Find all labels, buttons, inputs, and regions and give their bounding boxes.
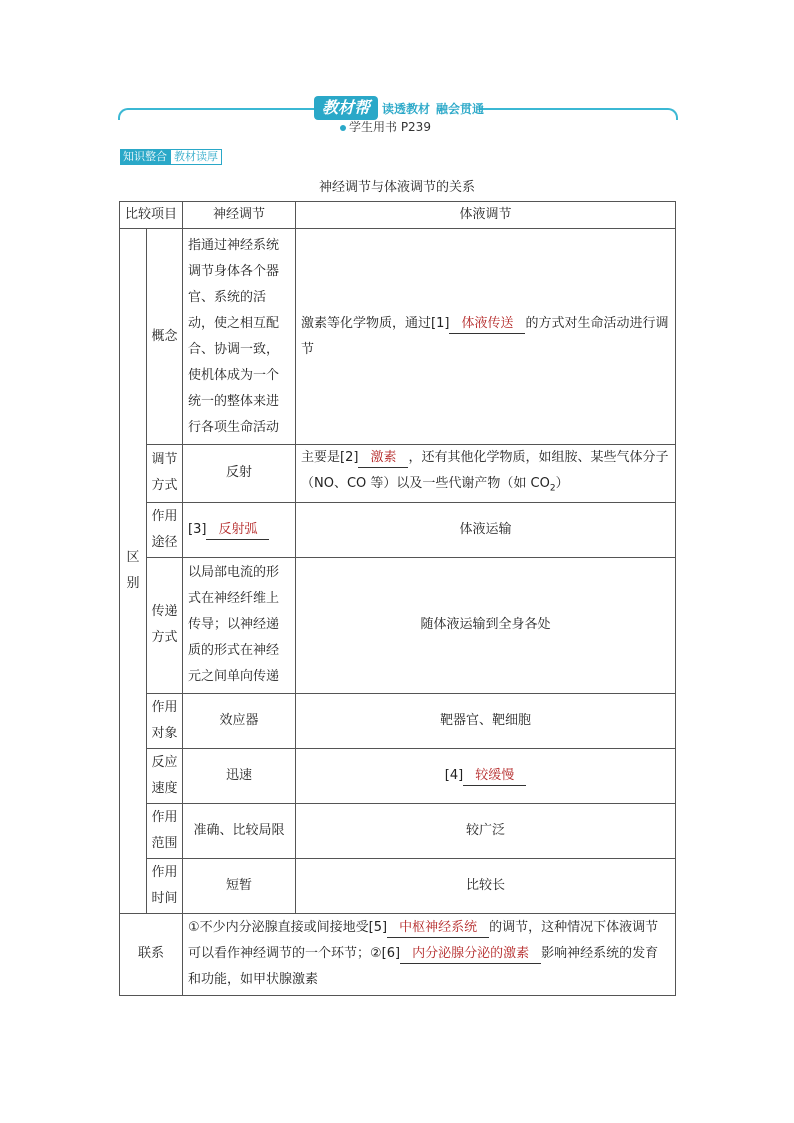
neural-cell: 短暂 (183, 858, 296, 913)
table-row (120, 858, 676, 913)
humoral-text: [4] (444, 767, 464, 783)
answer-5: 中枢神经系统 (399, 920, 478, 936)
row-item (147, 557, 183, 693)
row-item (147, 693, 183, 748)
section-banner (118, 92, 678, 134)
banner-badge: 教材帮 (314, 96, 378, 120)
row-item: 概念 (147, 229, 183, 445)
answer-1: 体液传送 (461, 315, 514, 331)
neural-cell: 迅速 (183, 748, 296, 803)
row-item-line: 途径 (151, 534, 178, 550)
answer-2: 激素 (370, 450, 397, 465)
answer-blank-6 (400, 945, 541, 964)
table-row (120, 693, 676, 748)
table-row (120, 557, 676, 693)
humoral-cell (296, 445, 676, 503)
row-item-line: 反应 (151, 754, 178, 770)
answer-blank-5 (387, 919, 489, 938)
row-item-line: 方式 (151, 478, 178, 494)
row-item-line: 传递 (151, 604, 178, 620)
row-item-line: 范围 (151, 835, 178, 851)
table-row (120, 502, 676, 557)
humoral-cell: 较广泛 (296, 803, 676, 858)
table-title: 神经调节与体液调节的关系 (318, 180, 475, 195)
table-row-relation (120, 913, 676, 995)
humoral-cell: 随体液运输到全身各处 (296, 557, 676, 693)
row-item-line: 作用 (151, 809, 178, 825)
table-row (120, 445, 676, 503)
neural-cell: 以局部电流的形式在神经纤维上传导；以神经递质的形式在神经元之间单向传递 (183, 557, 296, 693)
group-label-char-1: 区 (126, 549, 140, 565)
neural-text: [3] (188, 521, 207, 537)
row-item (147, 858, 183, 913)
humoral-text: 激素等化学物质，通过[1] (301, 315, 450, 331)
neural-cell: 准确、比较局限 (183, 803, 296, 858)
humoral-cell (296, 229, 676, 445)
humoral-cell (296, 748, 676, 803)
section-tags (120, 149, 222, 165)
humoral-text: ，还有其他化学物质，如组胺、某些气体分子（NO、CO 等）以及一些代谢产物（如 CO (301, 450, 669, 491)
row-item-line: 作用 (151, 699, 178, 715)
answer-blank-1 (449, 315, 525, 334)
relation-label: 联系 (120, 913, 183, 995)
answer-blank-3 (206, 521, 269, 540)
group-label-char-2: 别 (126, 575, 140, 591)
answer-3: 反射弧 (218, 521, 258, 537)
relation-text: 的调节，这种情况下体液调节可以看作神经调节的一个环节；②[6] (188, 920, 659, 962)
row-item-line: 调节 (151, 452, 178, 468)
tag-knowledge: 知识整合 (120, 149, 170, 165)
answer-blank-2 (358, 449, 408, 468)
tag-textbook: 教材读厚 (170, 149, 222, 165)
table-row (120, 748, 676, 803)
neural-cell: 效应器 (183, 693, 296, 748)
table-row (120, 803, 676, 858)
header-neural: 神经调节 (183, 202, 296, 229)
humoral-text: 主要是[2] (301, 450, 359, 465)
table-header-row (120, 202, 676, 229)
answer-6: 内分泌腺分泌的激素 (412, 946, 530, 962)
relation-text: ①不少内分泌腺直接或间接地受[5] (188, 920, 388, 936)
humoral-cell: 体液运输 (296, 502, 676, 557)
row-item-line: 方式 (151, 630, 178, 646)
book-reference (340, 118, 431, 135)
row-item-line: 速度 (151, 780, 178, 796)
row-item (147, 502, 183, 557)
row-item-line: 作用 (151, 864, 178, 880)
humoral-cell: 比较长 (296, 858, 676, 913)
neural-cell (183, 502, 296, 557)
slogan-2: 融会贯通 (436, 102, 485, 116)
header-humoral: 体液调节 (296, 202, 676, 229)
row-item (147, 445, 183, 503)
slogan-1: 读透教材 (382, 102, 431, 116)
banner-slogan (382, 100, 484, 117)
group-label-difference (120, 229, 147, 914)
humoral-text: 的方式对生命活动进行调节 (301, 315, 669, 357)
row-item-line: 对象 (151, 725, 178, 741)
neural-cell: 指通过神经系统调节身体各个器官、系统的活动，使之相互配合、协调一致，使机体成为一个统一的整体来进行各项生命活动 (183, 229, 296, 445)
neural-cell: 反射 (183, 445, 296, 503)
row-item (147, 803, 183, 858)
comparison-table (119, 201, 676, 996)
humoral-cell: 靶器官、靶细胞 (296, 693, 676, 748)
table-row (120, 229, 676, 445)
answer-4: 较缓慢 (475, 767, 515, 783)
bullet-icon (340, 125, 346, 131)
subscript: 2 (549, 483, 556, 494)
relation-cell (183, 913, 676, 995)
book-reference-text: 学生用书 P239 (349, 120, 431, 134)
header-item: 比较项目 (120, 202, 183, 229)
humoral-text: ） (555, 476, 569, 491)
relation-text: 影响神经系统的发育和功能，如甲状腺激素 (188, 946, 659, 988)
row-item (147, 748, 183, 803)
answer-blank-4 (463, 767, 526, 786)
row-item-line: 作用 (151, 508, 178, 524)
row-item-line: 时间 (151, 890, 178, 906)
